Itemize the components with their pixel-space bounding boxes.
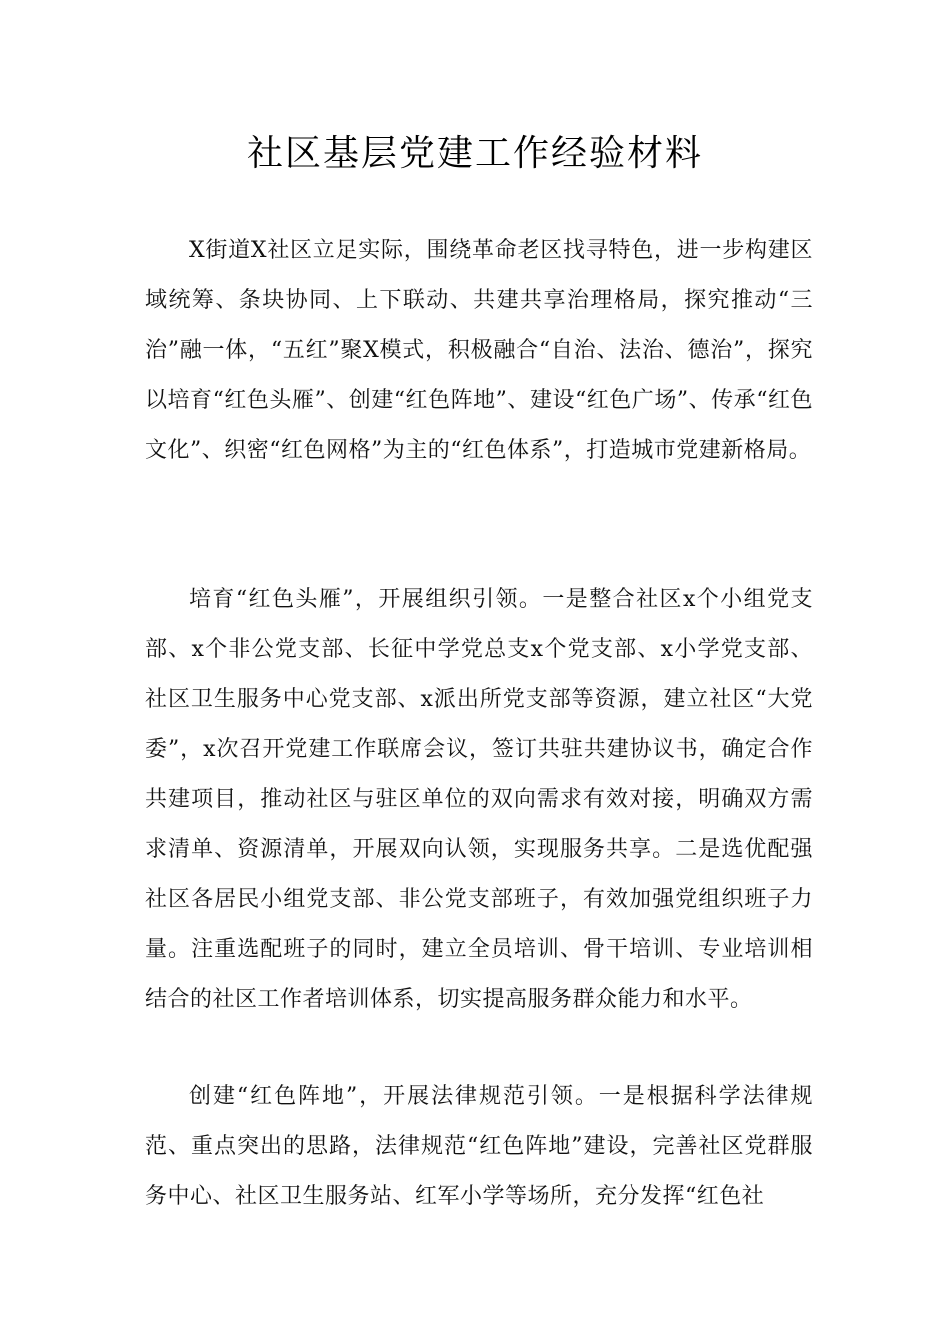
paragraph-intro: X街道X社区立足实际，围绕革命老区找寻特色，进一步构建区域统筹、条块协同、上下联动、共建共享治理格局，探究推动“三治”融一体，“五红”聚X模式，积极融合“自治、法治、德治”，探究以培育“红色头雁”、创建“红色阵地”、建设“红色广场”、传承“红色文化”、织密“红色网格”为主的“红色体系”，打造城市党建新格局。 — [145, 238, 813, 463]
paragraph-red-positions: 创建“红色阵地”，开展法律规范引领。一是根据科学法律规范、重点突出的思路，法律规范“红色阵地”建设，完善社区党群服务中心、社区卫生服务站、红军小学等场所，充分发挥“红色社 — [145, 1084, 813, 1209]
document-title: 社区基层党建工作经验材料 — [246, 133, 703, 174]
paragraph-red-leaders: 培育“红色头雁”，开展组织引领。一是整合社区x个小组党支部、x个非公党支部、长征中学党总支x个党支部、x小学党支部、社区卫生服务中心党支部、x派出所党支部等资源，建立社区“大党委”，x次召开党建工作联席会议，签订共驻共建协议书，确定合作共建项目，推动社区与驻区单位的双向需求有效对接，明确双方需求清单、资源清单，开展双向认领，实现服务共享。二是选优配强社区各居民小组党支部、非公党支部班子，有效加强党组织班子力量。注重选配班子的同时，建立全员培训、骨干培训、专业培训相结合的社区工作者培训体系，切实提高服务群众能力和水平。 — [145, 587, 813, 1012]
